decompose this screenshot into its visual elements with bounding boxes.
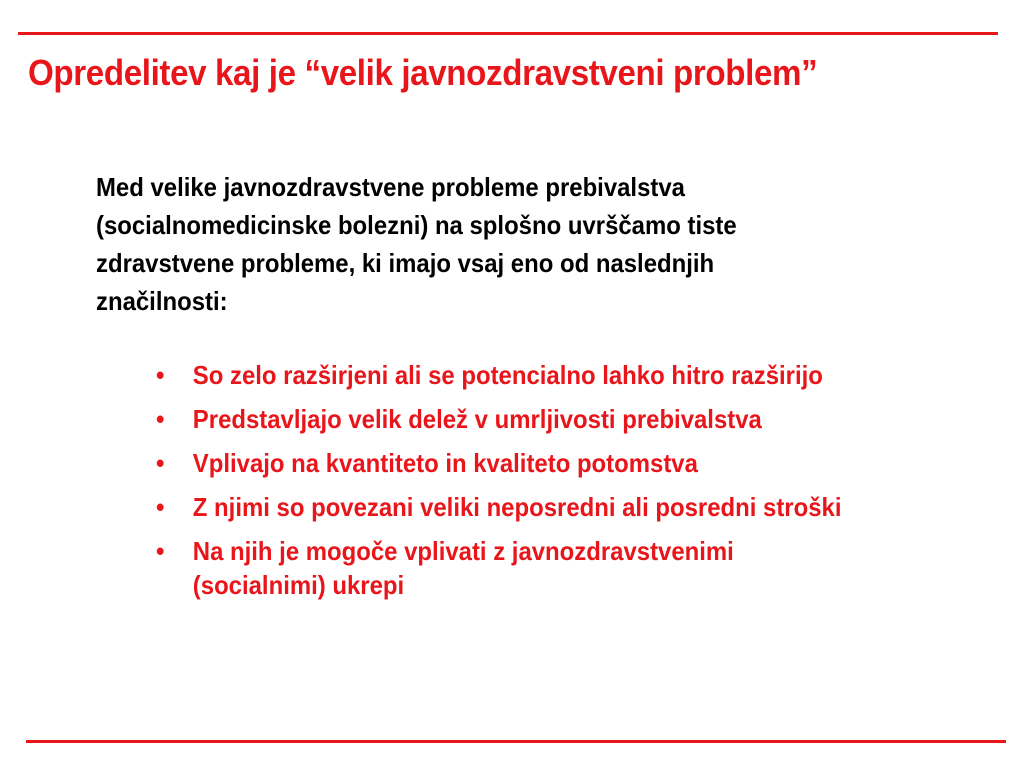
bullet-item	[156, 402, 855, 436]
bullet-text: Predstavljajo velik delež v umrljivosti prebivalstva	[192, 404, 762, 434]
bullet-item	[156, 490, 855, 524]
intro-paragraph: Med velike javnozdravstvene probleme prebivalstva (socialnomedicinske bolezni) na splošno uvrščamo tiste zdravstvene probleme, ki imajo vsaj eno od naslednjih značilnosti:	[96, 172, 737, 316]
bottom-rule	[26, 740, 1006, 743]
bullet-marker: •	[156, 360, 165, 390]
slide-title: Opredelitev kaj je “velik javnozdravstveni problem”	[28, 52, 818, 93]
top-rule	[18, 32, 998, 35]
bullet-text: Vplivajo na kvantiteto in kvaliteto potomstva	[192, 448, 698, 478]
bullet-text: So zelo razširjeni ali se potencialno lahko hitro razširijo	[192, 360, 823, 390]
bullet-marker: •	[156, 448, 165, 478]
bullet-text: Z njimi so povezani veliki neposredni ali posredni stroški	[192, 492, 842, 522]
bullet-item	[156, 446, 855, 480]
bullet-list	[156, 358, 855, 612]
bullet-item	[156, 358, 855, 392]
bullet-marker: •	[156, 492, 165, 522]
bullet-item	[156, 534, 855, 602]
bullet-marker: •	[156, 404, 165, 434]
bullet-text: Na njih je mogoče vplivati z javnozdravstvenimi (socialnimi) ukrepi	[192, 536, 734, 600]
bullet-marker: •	[156, 536, 165, 566]
